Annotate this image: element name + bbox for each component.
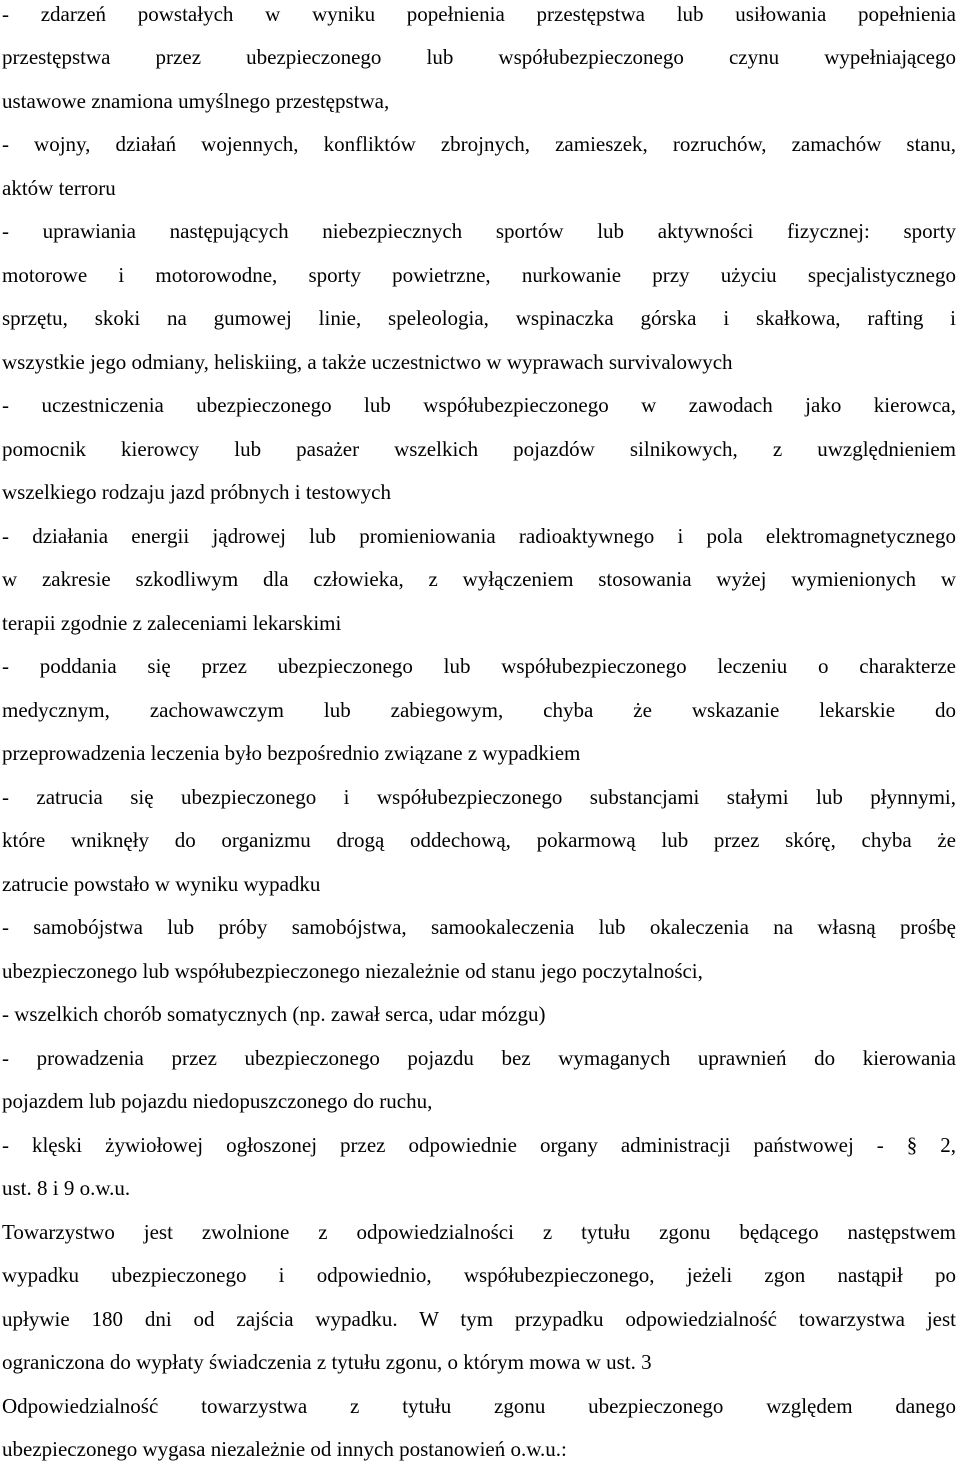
text-line: ust. 8 i 9 o.w.u. xyxy=(2,1176,131,1200)
text-line: - zatrucia się ubezpieczonego i współubezpieczonego substancjami stałymi lub płynnymi, xyxy=(2,785,956,809)
text-line: przestępstwa przez ubezpieczonego lub współubezpieczonego czynu wypełniającego xyxy=(2,45,956,69)
text-line: pomocnik kierowcy lub pasażer wszelkich pojazdów silnikowych, z uwzględnieniem xyxy=(2,437,956,461)
text-line: - poddania się przez ubezpieczonego lub współubezpieczonego leczeniu o charakterze xyxy=(2,654,956,678)
text-line: terapii zgodnie z zaleceniami lekarskimi xyxy=(2,611,342,635)
text-line: motorowe i motorowodne, sporty powietrzne, nurkowanie przy użyciu specjalistycznego xyxy=(2,263,956,287)
text-line: ograniczona do wypłaty świadczenia z tytułu zgonu, o którym mowa w ust. 3 xyxy=(2,1350,652,1374)
text-line: pojazdem lub pojazdu niedopuszczonego do ruchu, xyxy=(2,1089,433,1113)
text-line: wypadku ubezpieczonego i odpowiednio, współubezpieczonego, jeżeli zgon nastąpił po xyxy=(2,1263,956,1287)
text-line: wszelkiego rodzaju jazd próbnych i testowych xyxy=(2,480,391,504)
text-line: zatrucie powstało w wyniku wypadku xyxy=(2,872,321,896)
text-line: sprzętu, skoki na gumowej linie, speleologia, wspinaczka górska i skałkowa, rafting i xyxy=(2,306,956,330)
text-line: - wojny, działań wojennych, konfliktów zbrojnych, zamieszek, rozruchów, zamachów stanu, xyxy=(2,132,956,156)
text-line: upływie 180 dni od zajścia wypadku. W tym przypadku odpowiedzialność towarzystwa jest xyxy=(2,1307,956,1331)
text-line: - uczestniczenia ubezpieczonego lub współubezpieczonego w zawodach jako kierowca, xyxy=(2,393,956,417)
text-line: medycznym, zachowawczym lub zabiegowym, chyba że wskazanie lekarskie do xyxy=(2,698,956,722)
text-line: ubezpieczonego lub współubezpieczonego niezależnie od stanu jego poczytalności, xyxy=(2,959,703,983)
text-line: w zakresie szkodliwym dla człowieka, z wyłączeniem stosowania wyżej wymienionych w xyxy=(2,567,956,591)
text-line: - klęski żywiołowej ogłoszonej przez odpowiednie organy administracji państwowej - § 2, xyxy=(2,1133,956,1157)
text-line: Odpowiedzialność towarzystwa z tytułu zgonu ubezpieczonego względem danego xyxy=(2,1394,956,1418)
text-line: - uprawiania następujących niebezpiecznych sportów lub aktywności fizycznej: sporty xyxy=(2,219,956,243)
text-line: które wniknęły do organizmu drogą oddechową, pokarmową lub przez skórę, chyba że xyxy=(2,828,956,852)
text-line: ubezpieczonego wygasa niezależnie od innych postanowień o.w.u.: xyxy=(2,1437,567,1461)
text-line: przeprowadzenia leczenia było bezpośrednio związane z wypadkiem xyxy=(2,741,581,765)
text-line: wszystkie jego odmiany, heliskiing, a także uczestnictwo w wyprawach survivalowych xyxy=(2,350,733,374)
text-line: - wszelkich chorób somatycznych (np. zawał serca, udar mózgu) xyxy=(2,1002,546,1026)
text-line: Towarzystwo jest zwolnione z odpowiedzialności z tytułu zgonu będącego następstwem xyxy=(2,1220,956,1244)
text-line: ustawowe znamiona umyślnego przestępstwa, xyxy=(2,89,390,113)
text-line: - działania energii jądrowej lub promieniowania radioaktywnego i pola elektromagnetycznego xyxy=(2,524,956,548)
text-line: - samobójstwa lub próby samobójstwa, samookaleczenia lub okaleczenia na własną prośbę xyxy=(2,915,956,939)
text-line: aktów terroru xyxy=(2,176,116,200)
text-line: - zdarzeń powstałych w wyniku popełnienia przestępstwa lub usiłowania popełnienia xyxy=(2,2,956,26)
text-line: - prowadzenia przez ubezpieczonego pojazdu bez wymaganych uprawnień do kierowania xyxy=(2,1046,956,1070)
